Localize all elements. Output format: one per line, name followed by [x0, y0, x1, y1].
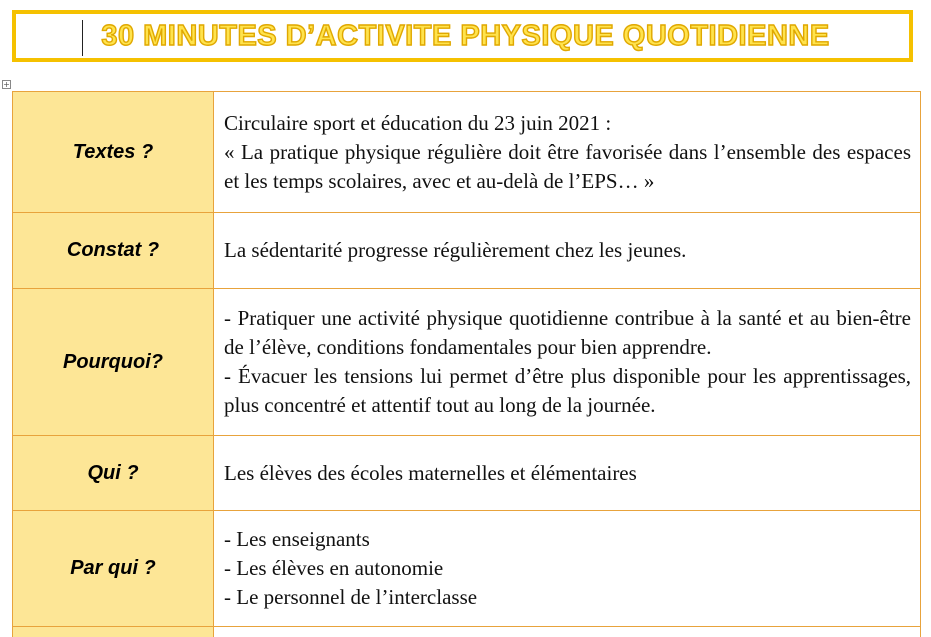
info-table [12, 91, 921, 637]
text-cursor [82, 20, 83, 56]
row-content[interactable] [214, 213, 921, 289]
row-content-empty[interactable] [214, 627, 921, 637]
row-label: Pourquoi? [13, 289, 214, 436]
row-label: Par qui ? [13, 511, 214, 627]
row-content[interactable] [214, 92, 921, 213]
content-line: La sédentarité progresse régulièrement chez les jeunes. [224, 236, 911, 265]
row-content[interactable] [214, 436, 921, 511]
table-row [13, 436, 921, 511]
content-line: - Le personnel de l’interclasse [224, 583, 911, 612]
content-line: Circulaire sport et éducation du 23 juin 2021 : [224, 109, 911, 138]
table-row [13, 92, 921, 213]
row-label: Textes ? [13, 92, 214, 213]
table-row [13, 289, 921, 436]
content-line: - Les enseignants [224, 525, 911, 554]
row-label: Qui ? [13, 436, 214, 511]
table-row [13, 213, 921, 289]
row-content[interactable] [214, 511, 921, 627]
row-label: Constat ? [13, 213, 214, 289]
table-row [13, 511, 921, 627]
document-title[interactable]: 30 MINUTES D’ACTIVITE PHYSIQUE QUOTIDIENNE [101, 20, 829, 53]
content-line: - Évacuer les tensions lui permet d’être plus disponible pour les apprentissages, plus concentré et attentif tout au long de la journée. [224, 362, 911, 420]
move-handle-icon[interactable]: + [2, 80, 11, 89]
content-line: Les élèves des écoles maternelles et élémentaires [224, 459, 911, 488]
table-row-partial [13, 627, 921, 637]
row-content[interactable] [214, 289, 921, 436]
content-line: - Pratiquer une activité physique quotidienne contribue à la santé et au bien-être de l’élève, conditions fondamentales pour bien apprendre. [224, 304, 911, 362]
row-label-empty [13, 627, 214, 637]
content-line: « La pratique physique régulière doit être favorisée dans l’ensemble des espaces et les temps scolaires, avec et au-delà de l’EPS… » [224, 138, 911, 196]
title-box [12, 10, 913, 62]
content-line: - Les élèves en autonomie [224, 554, 911, 583]
